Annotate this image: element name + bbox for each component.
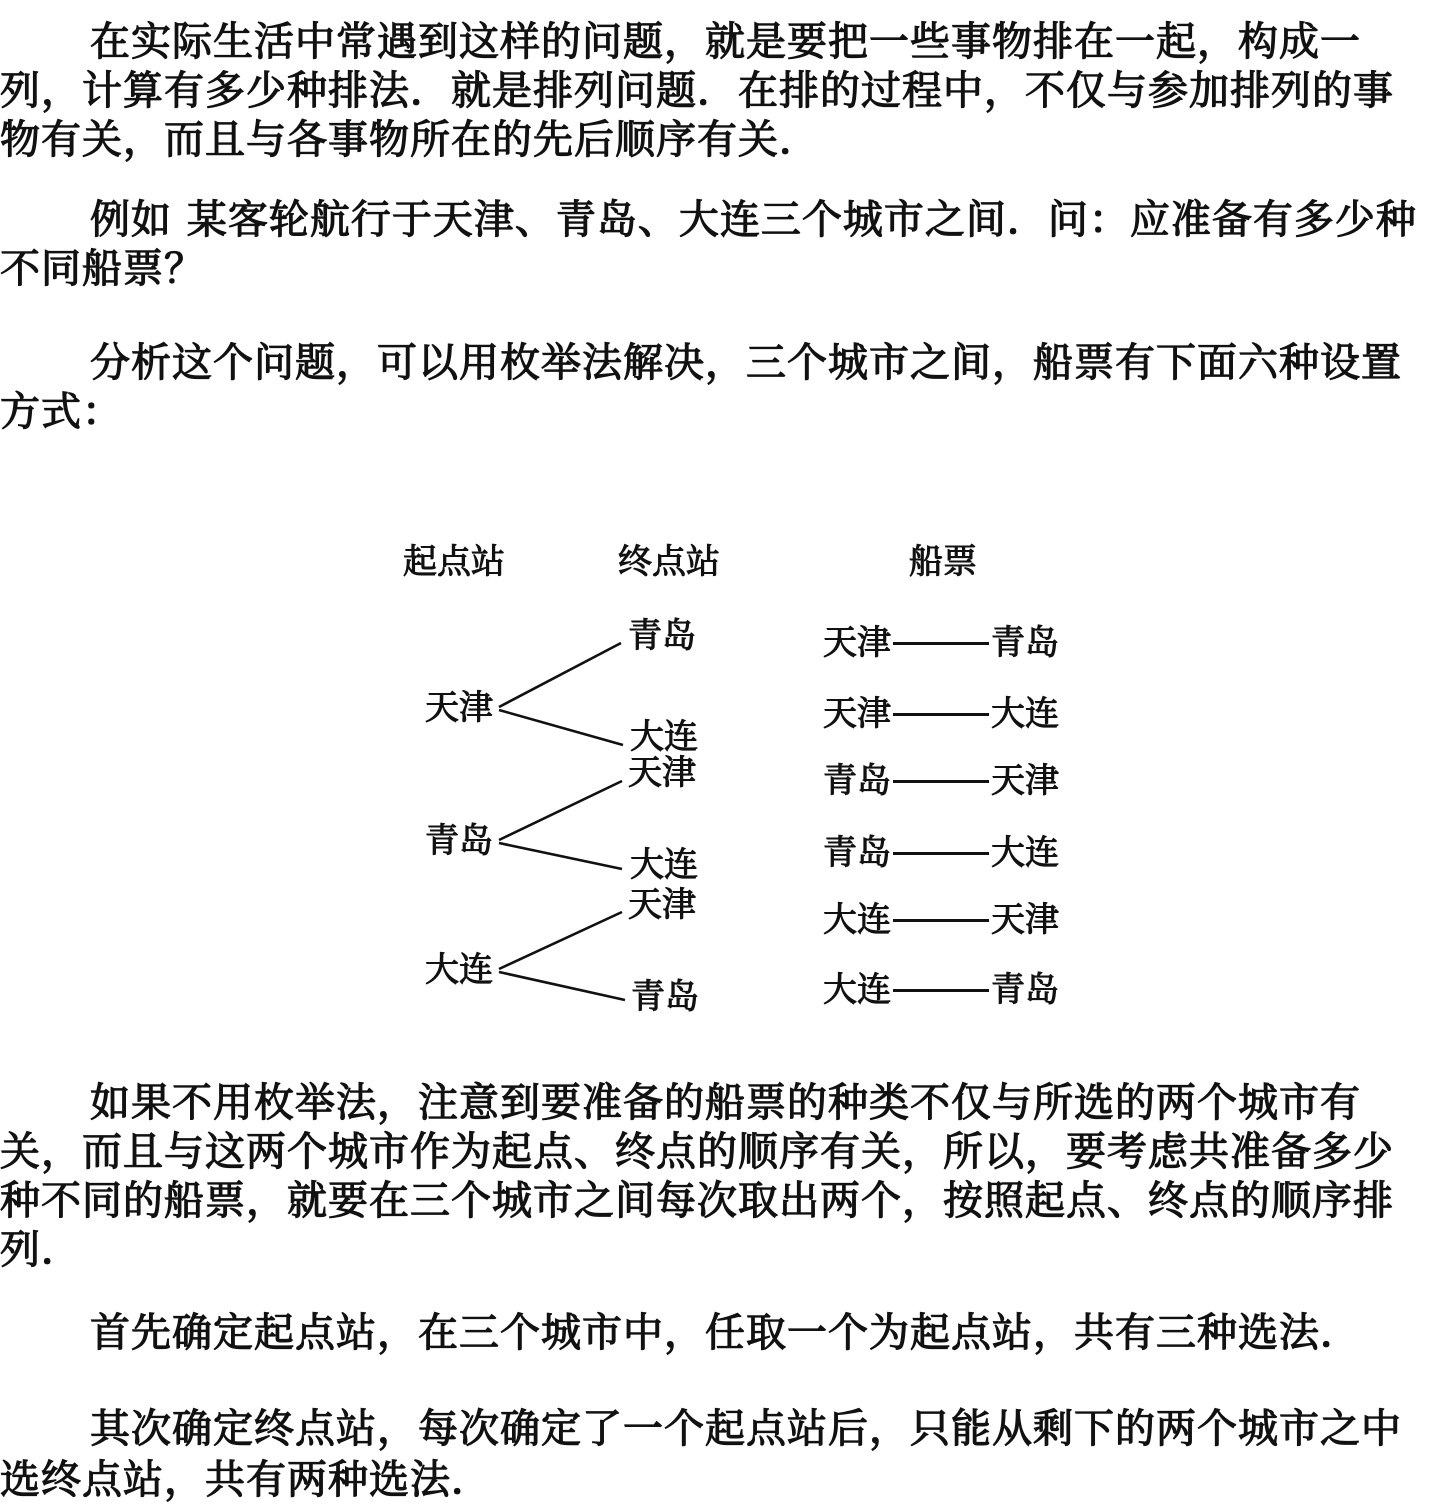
tree-branch-label: 大连: [630, 845, 698, 885]
ticket-dash: [893, 642, 989, 645]
text-line: 物有关，而且与各事物所在的先后顺序有关．: [0, 117, 820, 163]
ticket-to: 青岛: [991, 623, 1059, 663]
text-line: 如果不用枚举法，注意到要准备的船票的种类不仅与所选的两个城市有: [90, 1080, 1361, 1126]
tree-branch-label: 青岛: [631, 977, 699, 1017]
ticket-row: [823, 623, 1059, 663]
paragraph-intro: [0, 18, 1436, 165]
column-header-ticket: 船票: [909, 542, 977, 582]
ticket-to: 天津: [991, 900, 1059, 940]
column-header-start-station: 起点站: [403, 542, 505, 582]
ticket-from: 大连: [823, 900, 891, 940]
ticket-dash: [893, 780, 989, 783]
ticket-dash: [893, 989, 989, 992]
ticket-to: 大连: [991, 694, 1059, 734]
ticket-from: 大连: [823, 970, 891, 1010]
tree-branch-label: 大连: [630, 717, 698, 757]
text-line: 其次确定终点站，每次确定了一个起点站后，只能从剩下的两个城市之中: [90, 1406, 1402, 1452]
text-line: 方式：: [0, 389, 123, 435]
text-line: 列．: [0, 1227, 82, 1273]
ticket-from: 青岛: [823, 761, 891, 801]
ticket-dash: [893, 713, 989, 716]
tree-branch-label: 青岛: [628, 616, 696, 656]
paragraph-first-step: [0, 1309, 1436, 1358]
text-line: 分析这个问题，可以用枚举法解决，三个城市之间，船票有下面六种设置: [90, 340, 1402, 386]
ticket-row: [823, 900, 1059, 940]
tree-branch-label: 天津: [628, 753, 696, 793]
tree-branch-label: 天津: [628, 885, 696, 925]
ticket-to: 天津: [991, 761, 1059, 801]
tree-root-label: 天津: [425, 688, 493, 728]
paragraph-analysis: [0, 339, 1436, 437]
text-line: 首先确定起点站，在三个城市中，任取一个为起点站，共有三种选法．: [90, 1310, 1361, 1356]
tree-root-label: 大连: [425, 950, 493, 990]
ticket-row: [823, 970, 1059, 1010]
tree-root-label: 青岛: [425, 821, 493, 861]
ticket-to: 青岛: [991, 970, 1059, 1010]
text-line: 例如 某客轮航行于天津、青岛、大连三个城市之间．问：应准备有多少种: [90, 197, 1417, 243]
ticket-row: [823, 833, 1059, 873]
ticket-dash: [893, 919, 989, 922]
ticket-from: 天津: [823, 623, 891, 663]
text-line: 列，计算有多少种排法．就是排列问题．在排的过程中，不仅与参加排列的事: [0, 68, 1394, 114]
paragraph-non-enumeration: [0, 1079, 1436, 1275]
text-line: 选终点站，共有两种选法．: [0, 1457, 492, 1503]
ticket-from: 青岛: [823, 833, 891, 873]
text-line: 不同船票？: [0, 246, 205, 292]
text-line: 种不同的船票，就要在三个城市之间每次取出两个，按照起点、终点的顺序排: [0, 1178, 1394, 1224]
paragraph-example: [0, 196, 1436, 294]
ticket-from: 天津: [823, 694, 891, 734]
column-header-end-station: 终点站: [618, 542, 720, 582]
paragraph-second-step: [0, 1404, 1436, 1506]
ticket-to: 大连: [991, 833, 1059, 873]
text-line: 在实际生活中常遇到这样的问题，就是要把一些事物排在一起，构成一: [90, 19, 1361, 65]
ticket-dash: [893, 852, 989, 855]
ticket-row: [823, 761, 1059, 801]
text-line: 关，而且与这两个城市作为起点、终点的顺序有关，所以，要考虑共准备多少: [0, 1129, 1394, 1175]
ticket-row: [823, 694, 1059, 734]
